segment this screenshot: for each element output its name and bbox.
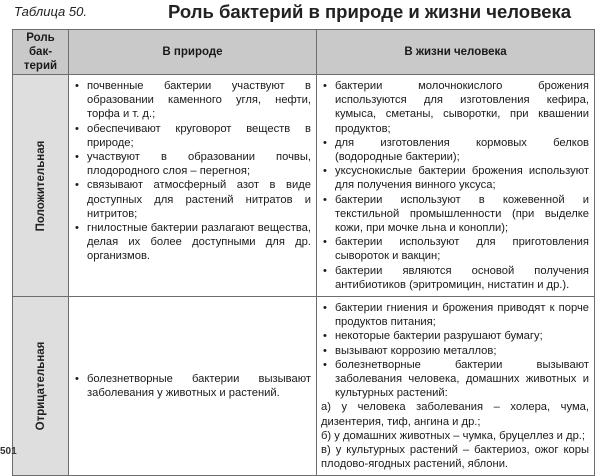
list-item: • обеспечивают круговорот веществ в природе; [73,122,311,150]
header-role-text: Роль бак- терий [23,32,58,72]
list-item: • болезнетворные бактерии вызывают заболевания человека, домашних животных и культурных растений: [321,358,589,401]
list-item: • связывают атмосферный азот в виде доступных для растений нитратов и нитритов; [73,178,311,221]
row-label-negative [13,297,69,476]
list-item: • бактерии являются основой получения антибиотиков (эритромицин, нистатин и др.). [321,264,589,292]
list-item: • гнилостные бактерии разлагают вещества, делая их более доступными для др. организмов. [73,221,311,264]
cell-negative-human [317,297,595,476]
list-item: • болезнетворные бактерии вызывают заболевания у животных и растений. [73,372,311,400]
cell-positive-nature [69,75,317,297]
list-item: • вызывают коррозию металлов; [321,344,589,358]
list-positive-nature [73,79,311,264]
table-label: Таблица 50. [14,4,87,19]
list-item: • уксуснокислые бактерии брожения используют для получения винного уксуса; [321,164,589,192]
table-header-row [13,30,595,75]
list-item: • бактерии используют в кожевенной и текстильной промышленности (при выделке кожи, при мочке льна и конопли); [321,193,589,236]
list-positive-human [321,79,589,292]
table-row-negative [13,297,595,476]
list-item: • бактерии гниения и брожения приводят к порче продуктов питания; [321,301,589,329]
list-sub-item: в) у культурных растений – бактериоз, ожог коры плодово-ягодных растений, яблони. [321,444,589,471]
cell-negative-nature [69,297,317,476]
list-item: • бактерии молочнокислого брожения используются для изготовления кефира, кумыса, сметаны, сыворотки, при квашении продуктов; [321,79,589,136]
list-item: • для изготовления кормовых белков (водородные бактерии); [321,136,589,164]
list-sub-item: а) у человека заболевания – холера, чума, дизентерия, тиф, ангина и др.; [321,401,589,428]
row-label-positive [13,75,69,297]
list-negative-nature [73,372,311,400]
row-label-negative-text: Отрицательная [34,341,47,431]
bacteria-role-table [12,29,595,476]
page-title: Роль бактерий в природе и жизни человека [168,1,572,22]
table-row-positive [13,75,595,297]
list-sub-item: б) у домашних животных – чумка, бруцеллез и др.; [321,429,586,442]
list-item: • участвуют в образовании почвы, плодородного слоя – перегноя; [73,150,311,178]
list-item: • бактерии используют для приготовления сывороток и вакцин; [321,235,589,263]
page-number: 501 [0,446,17,457]
list-item: • некоторые бактерии разрушают бумагу; [321,329,589,343]
list-negative-human [321,301,589,471]
cell-positive-human [317,75,595,297]
header-nature: В природе [69,30,317,75]
list-item: • почвенные бактерии участвуют в образовании каменного угля, нефти, торфа и т. д.; [73,79,311,122]
row-label-positive-text: Положительная [34,140,47,231]
header-human: В жизни человека [317,30,595,75]
page-header [0,0,600,30]
header-role [13,30,69,75]
